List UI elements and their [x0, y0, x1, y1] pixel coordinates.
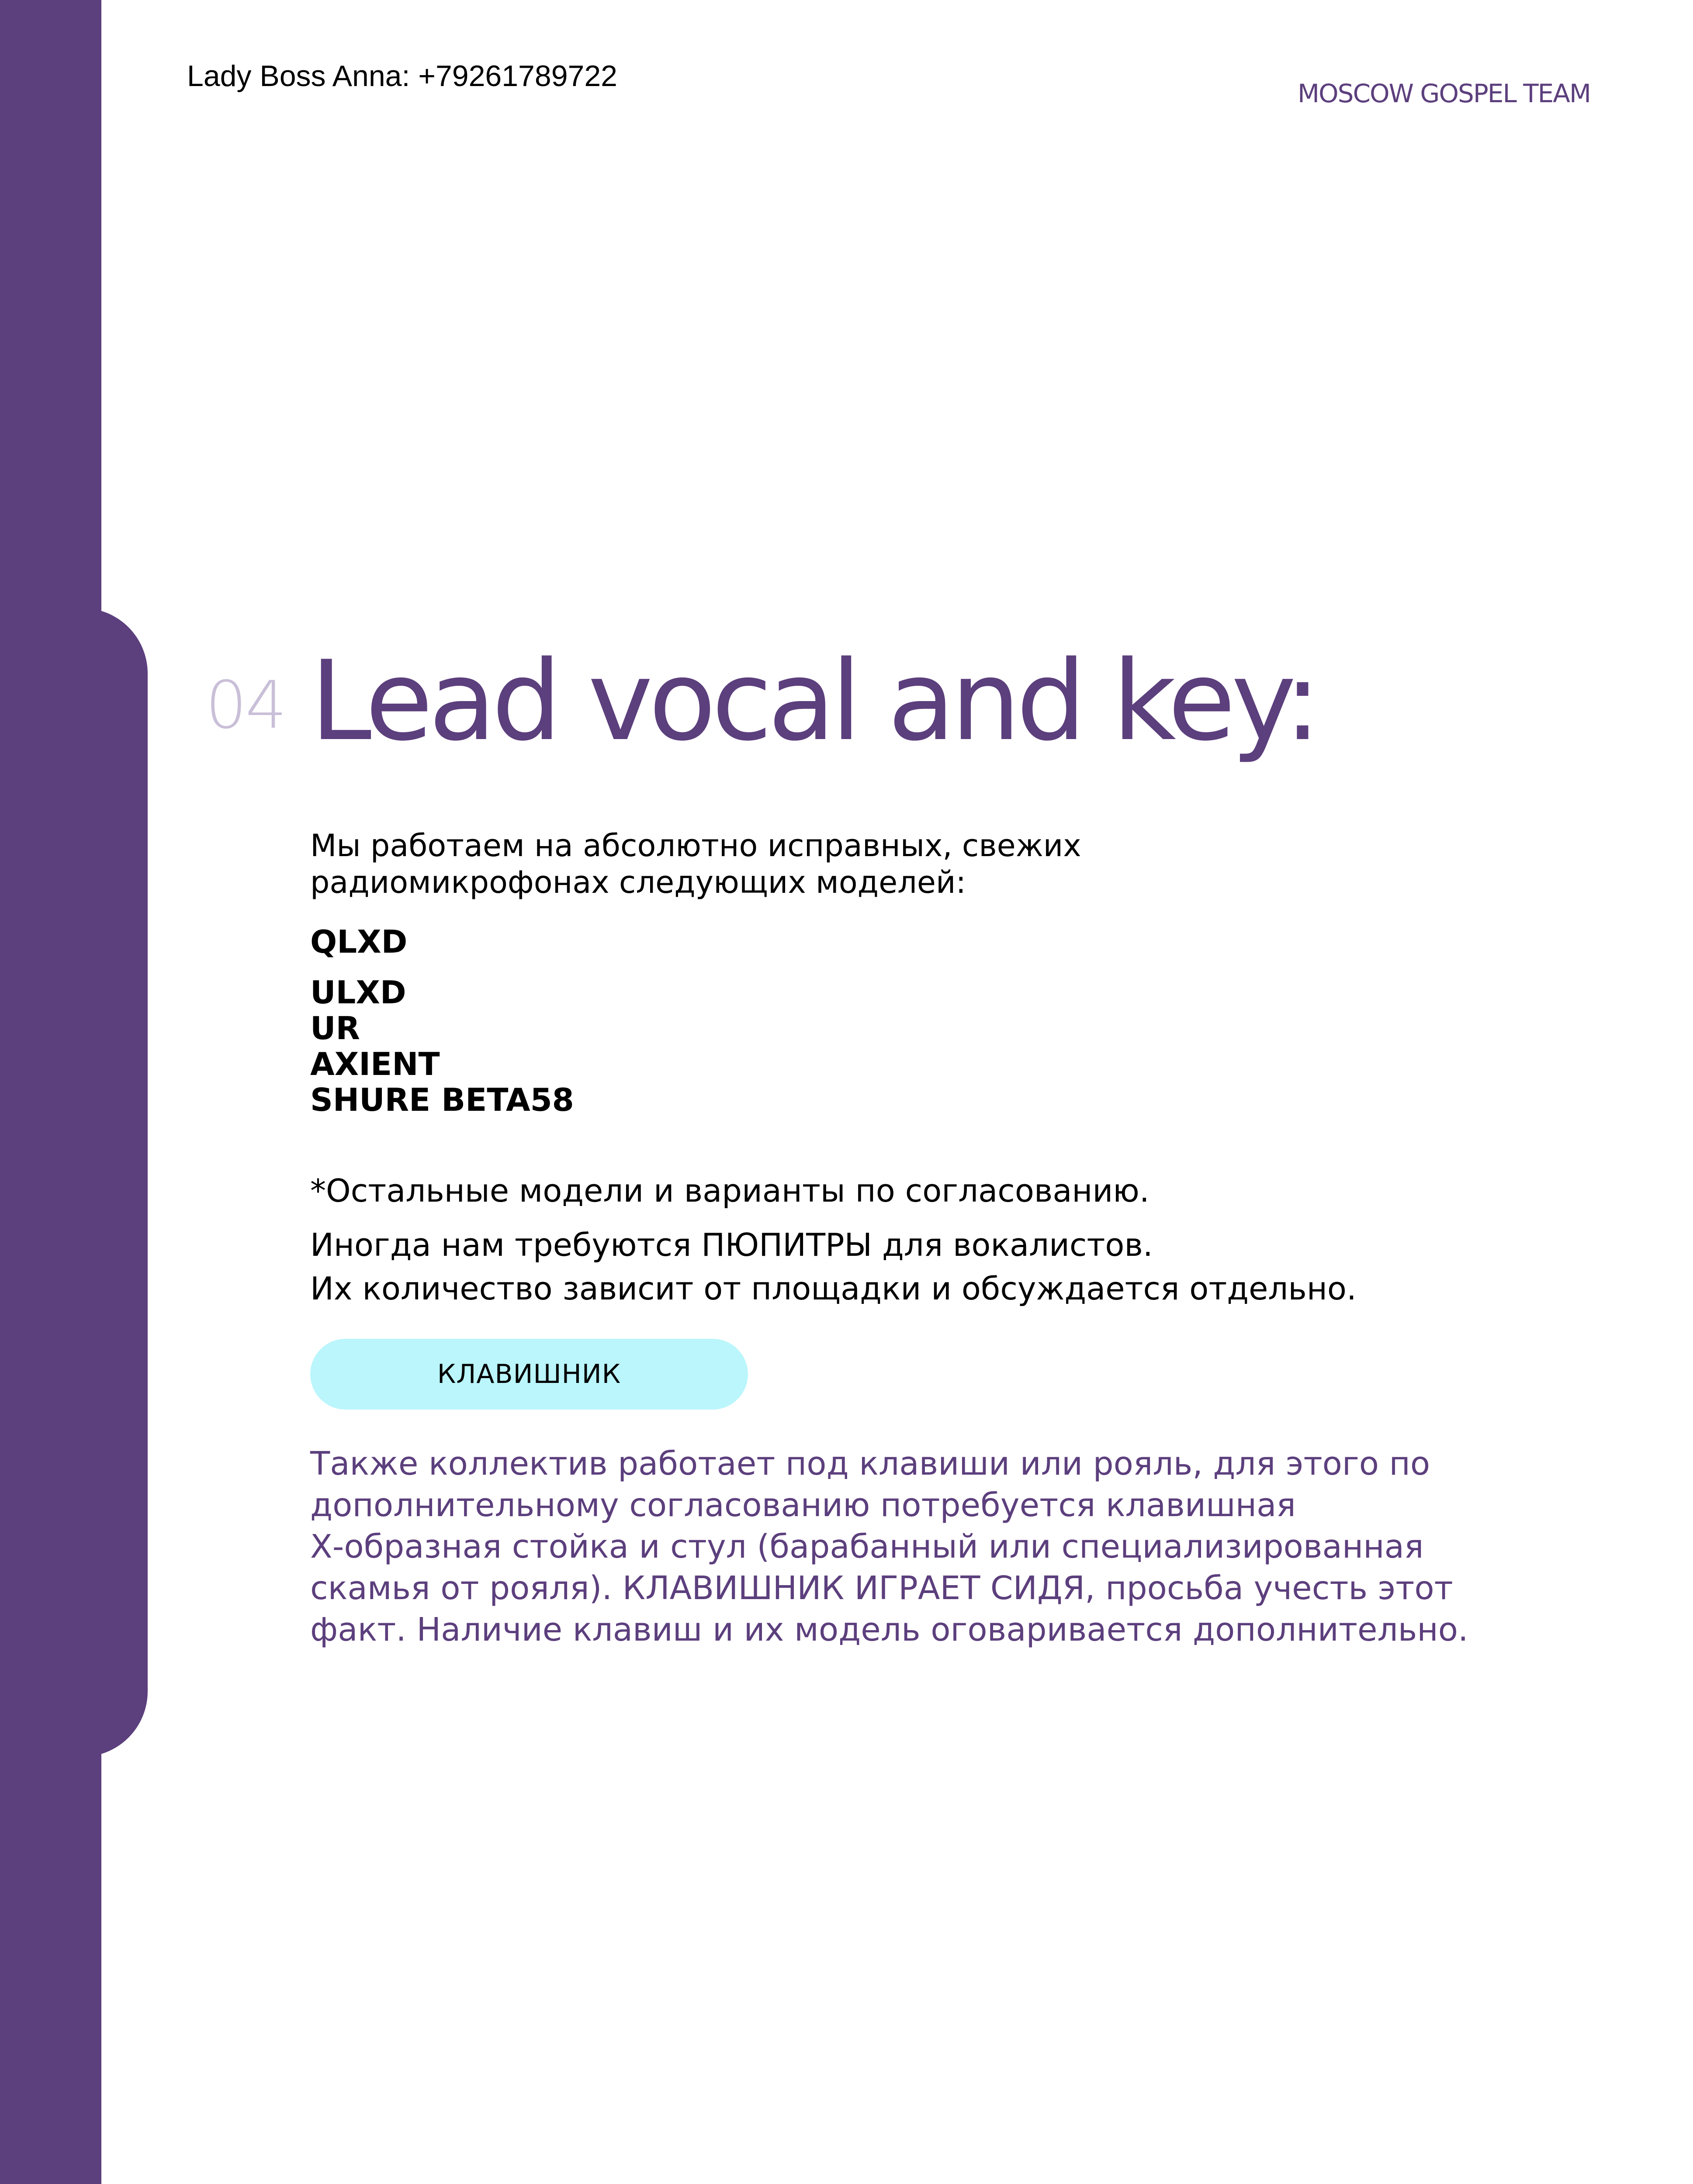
model-item: QLXD	[310, 923, 408, 960]
model-item: AXIENT	[310, 1046, 440, 1082]
microphone-model-list	[310, 924, 574, 1118]
stands-line: Их количество зависит от площадки и обсуждается отдельно.	[310, 1270, 1357, 1307]
keys-line: скамья от рояля). КЛАВИШНИК ИГРАЕТ СИДЯ, просьба учесть этот	[310, 1569, 1453, 1607]
page-title: Lead vocal and key:	[310, 637, 1317, 765]
keyboardist-paragraph	[310, 1443, 1468, 1651]
keys-line: дополнительному согласованию потребуется клавишная	[310, 1486, 1296, 1524]
keyboardist-label: КЛАВИШНИК	[310, 1339, 748, 1410]
keys-line: Х-образная стойка и стул (барабанный или специализированная	[310, 1528, 1424, 1565]
brand-name: MOSCOW GOSPEL TEAM	[1297, 79, 1590, 108]
intro-line: радиомикрофонах следующих моделей:	[310, 864, 966, 900]
model-item: ULXD	[310, 974, 406, 1011]
model-item: UR	[310, 1010, 360, 1047]
keys-line: Также коллектив работает под клавиши или рояль, для этого по	[310, 1445, 1430, 1482]
section-number: 04	[205, 667, 285, 743]
intro-paragraph	[310, 827, 1490, 901]
sidebar-tab	[52, 608, 148, 1757]
music-stands-paragraph	[310, 1223, 1357, 1310]
intro-line: Мы работаем на абсолютно исправных, свежих	[310, 828, 1081, 864]
stands-line: Иногда нам требуются ПЮПИТРЫ для вокалистов.	[310, 1227, 1153, 1263]
models-note: *Остальные модели и варианты по согласованию.	[310, 1172, 1149, 1209]
keys-line: факт. Наличие клавиш и их модель оговаривается дополнительно.	[310, 1611, 1468, 1648]
model-item: SHURE BETA58	[310, 1082, 574, 1118]
contact-line: Lady Boss Anna: +79261789722	[187, 59, 617, 93]
